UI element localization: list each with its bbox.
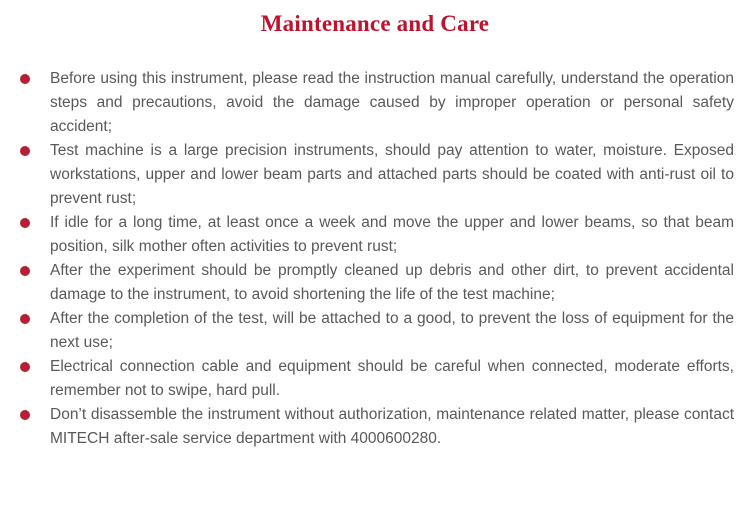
list-item-text: After the experiment should be promptly cleaned up debris and other dirt, to prevent accidental damage to the instrument, to avoid shortening the life of the test machine; (50, 262, 734, 303)
list-item-text: Before using this instrument, please read the instruction manual carefully, understand the operation steps and precautions, avoid the damage caused by improper operation or personal safety accident; (50, 70, 734, 135)
list-item-text: After the completion of the test, will be attached to a good, to prevent the loss of equipment for the next use; (50, 310, 734, 351)
list-item-text: Don’t disassemble the instrument without authorization, maintenance related matter, please contact MITECH after-sale service department with 4000600280. (50, 406, 734, 447)
bullet-icon (20, 362, 30, 372)
list-item-text: Test machine is a large precision instruments, should pay attention to water, moisture. Exposed workstations, upper and lower beam parts and attached parts should be coated with anti-rust oil to prevent rust; (50, 142, 734, 207)
list-item-text: Electrical connection cable and equipment should be careful when connected, moderate efforts, remember not to swipe, hard pull. (50, 358, 734, 399)
list-item (15, 67, 734, 139)
list-item (15, 307, 734, 355)
list-item (15, 211, 734, 259)
bullet-icon (20, 314, 30, 324)
list-item (15, 355, 734, 403)
bullet-icon (20, 266, 30, 276)
list-item (15, 139, 734, 211)
bullet-icon (20, 74, 30, 84)
list-item (15, 403, 734, 451)
maintenance-list (0, 67, 750, 451)
list-item (15, 259, 734, 307)
page-title: Maintenance and Care (260, 11, 490, 36)
list-item-text: If idle for a long time, at least once a week and move the upper and lower beams, so that beam position, silk mother often activities to prevent rust; (50, 214, 734, 255)
bullet-icon (20, 410, 30, 420)
bullet-icon (20, 218, 30, 228)
bullet-icon (20, 146, 30, 156)
